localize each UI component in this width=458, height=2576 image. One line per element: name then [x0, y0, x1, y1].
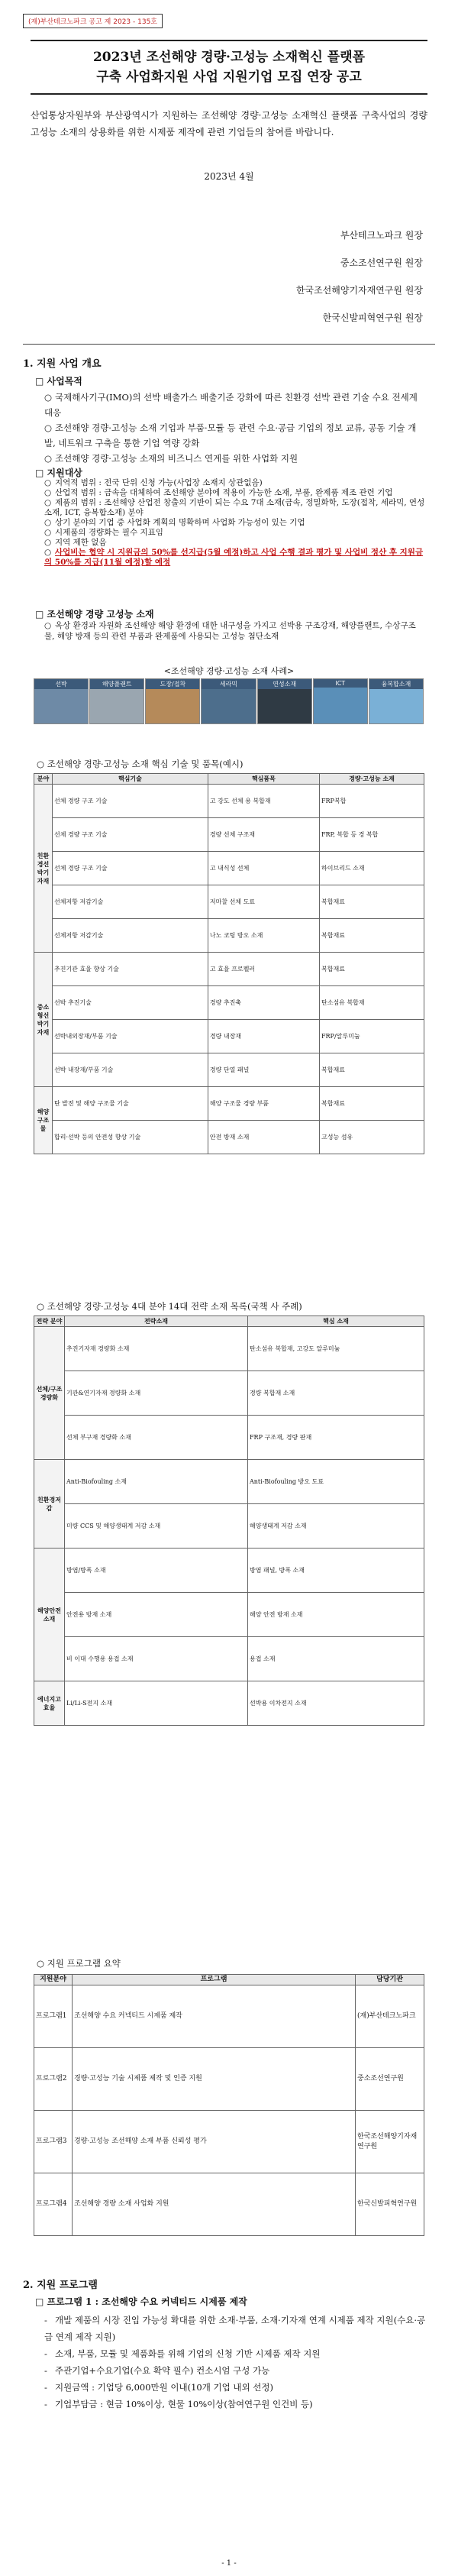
t2-cell: 경량 복합재 소재 — [248, 1371, 424, 1416]
t1-cell: 하이브리드 소재 — [319, 852, 424, 885]
intro-paragraph: 산업통상자원부와 부산광역시가 지원하는 조선해양 경량·고성능 소재혁신 플랫폼 구축사업의 경량고성능 소재의 상용화를 위한 시제품 제작에 관련 기업들의 참여를 바랍니다. — [31, 110, 427, 138]
t1-cell: 탄소섬유 복합재 — [319, 986, 424, 1020]
t2-row — [34, 1371, 424, 1416]
t1-row — [34, 818, 424, 852]
title-line-1: 2023년 조선해양 경량·고성능 소재혁신 플랫폼 — [92, 50, 366, 65]
t1-row — [34, 852, 424, 885]
t2-cell: Anti-Biofouling 방오 도료 — [248, 1460, 424, 1504]
t1-cell: 고 강도 선체 용 복합재 — [208, 785, 319, 818]
t1-cell: 복합재료 — [319, 953, 424, 986]
prog-head-program: 프로그램 — [73, 1975, 356, 1985]
target-item: ○ 제품의 범위 : 조선해양 산업전 창출의 기반이 되는 수요 7대 소재(금속, 정밀화학, 도장(접착, 세라믹, 연성소재, ICT, 융복합소재) 분야 — [44, 498, 425, 517]
t2-row — [34, 1460, 424, 1504]
t1-cell: 나노 코팅 방오 소재 — [208, 919, 319, 953]
t1-cell: 선체저항 저감기술 — [53, 885, 208, 919]
t2-row — [34, 1327, 424, 1371]
definition-text: ○ 옥상 환경과 자원화 조선해양 해양 환경에 대한 내구성을 가지고 선박용 구조강재, 해양플랜트, 수상구조물, 해양 방재 등의 관련 부품과 완제품에 사용되는 고성능 첨단소재 — [44, 621, 416, 641]
t2-row — [34, 1681, 424, 1726]
page-number: - 1 - — [221, 2559, 237, 2568]
t1-field-cell: 해양구조물 — [34, 1087, 53, 1154]
program1-item: - 지원금액 : 기업당 6,000만원 이내(10개 기업 내외 선정) — [44, 2382, 273, 2393]
t1-cell: 고 효율 프로펠러 — [208, 953, 319, 986]
org-2: 중소조선연구원 원장 — [340, 257, 423, 268]
t1-cell: 선박 추진기술 — [53, 986, 208, 1020]
t1-cell: 선박내외장재/부품 기술 — [53, 1020, 208, 1053]
prog-row — [34, 1985, 424, 2048]
t2-cell: 방염/방폭 소재 — [65, 1549, 248, 1593]
target-item: ○ 산업적 범위 : 금속을 대체하여 조선해양 분야에 적용이 가능한 소재, 부품, 완제품 제조 관련 기업 — [44, 488, 393, 497]
notice-number-badge: (재)부산테크노파크 공고 제 2023 - 135호 — [23, 14, 163, 28]
t2-cell: FRP 구조재, 경량 판재 — [248, 1416, 424, 1460]
prog-row — [34, 2048, 424, 2111]
t2-cell: 용접 소재 — [248, 1637, 424, 1681]
prog-program-cell: 조선해양 경량 소재 사업화 지원 — [73, 2173, 356, 2236]
t2-field-cell: 에너지고효율 — [34, 1681, 65, 1726]
t2-field-cell: 친환경저감 — [34, 1460, 65, 1549]
program-summary-table — [34, 1974, 424, 2236]
program1-item: - 개발 제품의 시장 진입 가능성 확대를 위한 소재·부품, 소재·기자재 연계 시제품 제작 지원(수요·공급 연계 제작 지원) — [44, 2315, 426, 2342]
t2-row — [34, 1504, 424, 1549]
t1-cell: 안전 방재 소재 — [208, 1121, 319, 1154]
photo-coating: 도장/접착 — [145, 678, 200, 724]
t1-cell: 선박 내장재/부품 기술 — [53, 1053, 208, 1087]
t2-cell: 안전용 방재 소재 — [65, 1593, 248, 1637]
target-item: ○ 지역적 범위 : 전국 단위 신청 가능(사업장 소재지 상관없음) — [44, 478, 263, 487]
t2-cell: 추진기자재 경량화 소재 — [65, 1327, 248, 1371]
t2-row — [34, 1593, 424, 1637]
org-1: 부산테크노파크 원장 — [340, 230, 423, 241]
purpose-heading: □ 사업목적 — [35, 376, 82, 387]
t2-cell: Anti-Biofouling 소재 — [65, 1460, 248, 1504]
t2-row — [34, 1637, 424, 1681]
photo-ceramic: 세라믹 — [201, 678, 256, 724]
t1-cell: 탄 발전 및 해양 구조물 기술 — [53, 1087, 208, 1121]
t1-head-material: 경량·고성능 소재 — [319, 774, 424, 785]
prog-agency-cell: 중소조선연구원 — [356, 2048, 424, 2111]
target-item-highlight: ○ 사업비는 협약 시 지원금의 50%를 선지급(5월 예정)하고 사업 수행 결과 평가 및 사업비 정산 후 지원금의 50%를 지급(11월 예정)할 예정 — [44, 548, 424, 567]
t1-cell: 복합재료 — [319, 1087, 424, 1121]
t1-cell: FRP/알루미늄 — [319, 1020, 424, 1053]
prog-field-cell: 프로그램4 — [34, 2173, 73, 2236]
target-item: ○ 시제품의 경량화는 필수 지표임 — [44, 528, 163, 537]
t1-cell: 선체 경량 구조 기술 — [53, 852, 208, 885]
prog-row — [34, 2173, 424, 2236]
t1-cell: 추진기관 효율 향상 기술 — [53, 953, 208, 986]
program1-item: - 주관기업+수요기업(수요 확약 필수) 컨소시엄 구성 가능 — [44, 2365, 270, 2376]
t1-row — [34, 1053, 424, 1087]
prog-agency-cell: 한국신발피혁연구원 — [356, 2173, 424, 2236]
prog-agency-cell: (재)부산테크노파크 — [356, 1985, 424, 2048]
t1-row — [34, 1121, 424, 1154]
photo-offshore-plant: 해양플랜트 — [89, 678, 144, 724]
definition-heading: □ 조선해양 경량 고성능 소재 — [35, 609, 154, 620]
t1-row — [34, 953, 424, 986]
t1-head-tech: 핵심기술 — [53, 774, 208, 785]
prog-head-agency: 담당기관 — [356, 1975, 424, 1985]
organization-list — [296, 222, 423, 332]
photo-ship: 선박 — [34, 678, 89, 724]
t1-cell: 해양 구조물 경량 부품 — [208, 1087, 319, 1121]
t1-cell: 경량 선체 구조재 — [208, 818, 319, 852]
target-item: ○ 지역 제한 없음 — [44, 538, 107, 547]
t1-cell: 경량 추진축 — [208, 986, 319, 1020]
purpose-list — [44, 390, 426, 466]
prog-field-cell: 프로그램1 — [34, 1985, 73, 2048]
prog-row — [34, 2111, 424, 2173]
org-3: 한국조선해양기자재연구원 원장 — [295, 285, 423, 296]
key-technology-table — [34, 773, 424, 1154]
t2-cell: 해양 안전 방재 소재 — [248, 1593, 424, 1637]
prog-program-cell: 경량·고성능 기술 시제품 제작 및 인증 지원 — [73, 2048, 356, 2111]
program1-item: - 기업부담금 : 현금 10%이상, 현물 10%이상(참여연구원 인건비 등) — [44, 2399, 313, 2409]
prog-program-cell: 경량·고성능 조선해양 소재 부품 신뢰성 평가 — [73, 2111, 356, 2173]
material-photo-strip — [34, 678, 424, 724]
t1-cell: 선체 경량 구조 기술 — [53, 818, 208, 852]
t2-cell: 탄소섬유 복합재, 고강도 알루미늄 — [248, 1327, 424, 1371]
program-summary-caption: ○ 지원 프로그램 요약 — [37, 1958, 121, 1969]
photo-soft-material: 연성소재 — [257, 678, 312, 724]
t1-cell: FRP복합 — [319, 785, 424, 818]
t1-cell: 경량 단열 패널 — [208, 1053, 319, 1087]
t2-head-field: 전략 분야 — [34, 1316, 65, 1327]
t1-row — [34, 1020, 424, 1053]
section-1-heading: 1. 지원 사업 개요 — [23, 358, 102, 370]
purpose-item: ○ 조선해양 경량·고성능 소재 기업과 부품·모듈 등 관련 수요·공급 기업의 정보 교류, 공동 기술 개발, 네트워크 구축을 통한 기업 역량 강화 — [44, 422, 417, 448]
photo-ict: ICT — [313, 678, 368, 724]
prog-field-cell: 프로그램3 — [34, 2111, 73, 2173]
table2-caption: ○ 조선해양 경량·고성능 4대 분야 14대 전략 소재 목록(국책 사 주례) — [37, 1301, 302, 1312]
title-line-2: 구축 사업화지원 사업 지원기업 모집 연장 공고 — [96, 70, 362, 85]
program1-heading: □ 프로그램 1 : 조선해양 수요 커넥티드 시제품 제작 — [35, 2296, 247, 2307]
notice-date: 2023년 4월 — [204, 171, 254, 182]
program1-item: - 소재, 부품, 모듈 및 제품화를 위해 기업의 신청 기반 시제품 제작 지원 — [44, 2348, 321, 2359]
t1-cell: 경량 내장재 — [208, 1020, 319, 1053]
prog-head-field: 지원분야 — [34, 1975, 73, 1985]
t2-row — [34, 1549, 424, 1593]
program1-list — [44, 2312, 426, 2413]
t1-cell: 합리·선박 등의 안전성 향상 기술 — [53, 1121, 208, 1154]
purpose-item: ○ 국제해사기구(IMO)의 선박 배출가스 배출기준 강화에 따른 친환경 선박 관련 기술 수요 전세계 대응 — [44, 392, 418, 418]
t1-cell: 고성능 섬유 — [319, 1121, 424, 1154]
t1-head-item: 핵심품목 — [208, 774, 319, 785]
t1-cell: 복합재료 — [319, 1053, 424, 1087]
t2-field-cell: 선체/구조경량화 — [34, 1327, 65, 1460]
t2-row — [34, 1416, 424, 1460]
divider — [23, 344, 435, 345]
t1-cell: 복합재료 — [319, 885, 424, 919]
t2-cell: 선박용 이차전지 소재 — [248, 1681, 424, 1726]
t1-cell: 저마찰 선체 도료 — [208, 885, 319, 919]
notice-title — [31, 40, 427, 95]
t1-row — [34, 986, 424, 1020]
photo-caption: <조선해양 경량·고성능 소재 사례> — [163, 666, 295, 676]
purpose-item: ○ 조선해양 경량·고성능 소재의 비즈니스 연계를 위한 사업화 지원 — [44, 453, 298, 464]
t1-cell: 선체 경량 구조 기술 — [53, 785, 208, 818]
t1-field-cell: 중소형선박기자재 — [34, 953, 53, 1087]
t2-field-cell: 해양안전소재 — [34, 1549, 65, 1681]
t1-cell: 선체저항 저감기술 — [53, 919, 208, 953]
prog-field-cell: 프로그램2 — [34, 2048, 73, 2111]
t2-head-strategy: 전략소재 — [65, 1316, 248, 1327]
t2-cell: 해양생태계 저감 소재 — [248, 1504, 424, 1549]
t2-head-core: 핵심 소재 — [248, 1316, 424, 1327]
t2-cell: 기관&연기자재 경량화 소재 — [65, 1371, 248, 1416]
t1-cell: 복합재료 — [319, 919, 424, 953]
t2-cell: 선체 부구재 경량화 소재 — [65, 1416, 248, 1460]
t2-cell: 비 이대 수행용 용접 소재 — [65, 1637, 248, 1681]
target-item: ○ 상기 분야의 기업 중 사업화 계획의 명확하며 사업화 가능성이 있는 기업 — [44, 518, 305, 527]
t1-cell: FRP, 복합 등 경 복합 — [319, 818, 424, 852]
strategic-material-table — [34, 1316, 424, 1726]
t1-row — [34, 919, 424, 953]
t1-cell: 고 내식성 선체 — [208, 852, 319, 885]
org-4: 한국신발피혁연구원 원장 — [322, 312, 423, 323]
prog-program-cell: 조선해양 수요 커넥티드 시제품 제작 — [73, 1985, 356, 2048]
t1-row — [34, 785, 424, 818]
target-list — [44, 478, 426, 568]
photo-composite: 융복합소재 — [369, 678, 424, 724]
table1-caption: ○ 조선해양 경량·고성능 소재 핵심 기술 및 품목(예시) — [37, 759, 244, 769]
t1-row — [34, 885, 424, 919]
t2-cell: Li/Li-S전지 소재 — [65, 1681, 248, 1726]
target-heading: □ 지원대상 — [35, 468, 82, 478]
t1-head-field: 분야 — [34, 774, 53, 785]
t1-field-cell: 친환경선박기자재 — [34, 785, 53, 953]
section-2-heading: 2. 지원 프로그램 — [23, 2280, 98, 2291]
t2-cell: 미량 CCS 및 해양생태계 저감 소재 — [65, 1504, 248, 1549]
prog-agency-cell: 한국조선해양기자재연구원 — [356, 2111, 424, 2173]
t2-cell: 방염 패널, 방폭 소재 — [248, 1549, 424, 1593]
t1-row — [34, 1087, 424, 1121]
